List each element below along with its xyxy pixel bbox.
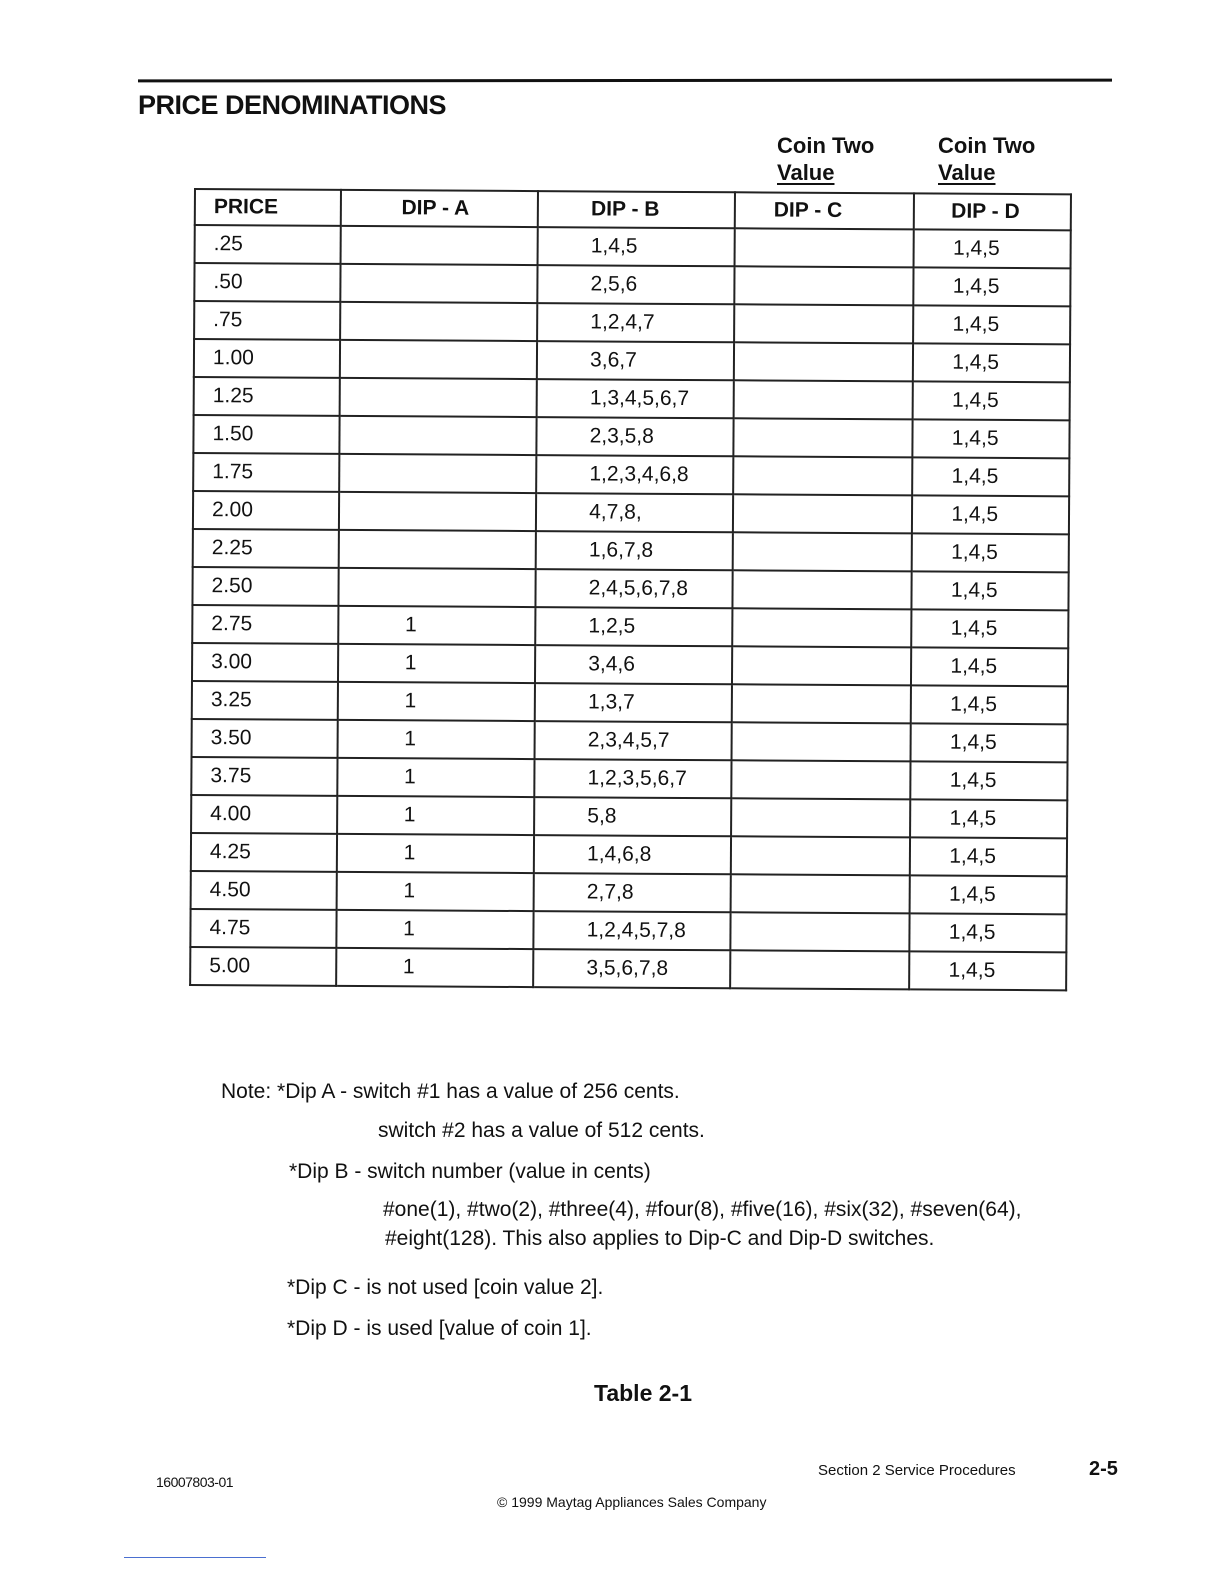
cell-dip-d: 1,4,5 — [912, 495, 1069, 534]
cell-price: .25 — [195, 225, 341, 264]
table-row — [193, 415, 1069, 458]
cell-dip-d: 1,4,5 — [911, 685, 1068, 724]
cell-price: 4.50 — [191, 871, 337, 910]
cell-price: 4.25 — [191, 833, 337, 872]
cell-dip-d: 1,4,5 — [912, 533, 1069, 572]
table-row — [192, 681, 1068, 724]
cell-dip-b: 1,2,4,7 — [537, 303, 734, 342]
column-header-dip-c: DIP - C — [735, 192, 915, 229]
coin-header-c-line1: Coin Two — [777, 133, 875, 158]
cell-dip-b: 1,4,5 — [538, 227, 735, 266]
cell-dip-d: 1,4,5 — [911, 761, 1068, 800]
cell-dip-c — [731, 798, 911, 837]
cell-price: 3.00 — [192, 643, 338, 682]
cell-dip-c — [734, 266, 914, 305]
cell-dip-a: 1 — [336, 834, 534, 873]
cell-price: 3.50 — [192, 719, 338, 758]
cell-price: 1.50 — [193, 415, 339, 454]
table-row — [193, 529, 1069, 572]
cell-price: 2.50 — [192, 567, 338, 606]
cell-dip-c — [731, 722, 911, 761]
footer-document-number: 16007803-01 — [156, 1474, 234, 1490]
cell-dip-b: 3,4,6 — [535, 645, 732, 684]
cell-dip-d: 1,4,5 — [910, 799, 1067, 838]
cell-dip-c — [733, 494, 913, 533]
cell-dip-d: 1,4,5 — [913, 343, 1070, 382]
table-row — [195, 225, 1071, 268]
cell-dip-d: 1,4,5 — [909, 951, 1066, 990]
cell-dip-b: 2,7,8 — [534, 873, 731, 912]
cell-dip-c — [730, 874, 910, 913]
cell-dip-d: 1,4,5 — [914, 229, 1071, 268]
cell-dip-c — [731, 836, 911, 875]
cell-dip-c — [733, 418, 913, 457]
table-row — [192, 605, 1068, 648]
cell-dip-a: 1 — [336, 910, 534, 949]
cell-price: 1.00 — [194, 339, 340, 378]
cell-dip-b: 4,7,8, — [536, 493, 733, 532]
cell-price: 2.25 — [193, 529, 339, 568]
cell-dip-d: 1,4,5 — [913, 305, 1070, 344]
cell-dip-d: 1,4,5 — [910, 913, 1067, 952]
cell-dip-c — [730, 912, 910, 951]
cell-dip-d: 1,4,5 — [911, 647, 1068, 686]
cell-dip-a: 1 — [336, 872, 534, 911]
cell-dip-d: 1,4,5 — [912, 571, 1069, 610]
cell-dip-a — [340, 302, 538, 341]
cell-dip-a — [340, 226, 538, 265]
note-dip-d: *Dip D - is used [value of coin 1]. — [287, 1317, 592, 1340]
cell-dip-b: 2,5,6 — [537, 265, 734, 304]
cell-price: 5.00 — [190, 947, 336, 986]
cell-dip-c — [734, 342, 914, 381]
cell-price: 2.00 — [193, 491, 339, 530]
cell-dip-d: 1,4,5 — [913, 419, 1070, 458]
coin-header-d-line1: Coin Two — [938, 133, 1036, 158]
cell-dip-b: 1,2,4,5,7,8 — [533, 911, 730, 950]
note-dip-b-values-cont: #eight(128). This also applies to Dip-C and Dip-D switches. — [385, 1227, 935, 1250]
cell-dip-c — [733, 532, 913, 571]
cell-dip-c — [732, 570, 912, 609]
table-row — [190, 909, 1066, 952]
table-row — [191, 833, 1067, 876]
note-dip-a-switch-2: switch #2 has a value of 512 cents. — [378, 1119, 705, 1142]
cell-dip-b: 3,6,7 — [537, 341, 734, 380]
cell-dip-a: 1 — [337, 720, 535, 759]
coin-two-value-header-c — [777, 132, 874, 186]
cell-dip-b: 1,2,5 — [535, 607, 732, 646]
cell-dip-a — [339, 416, 537, 455]
table-row — [190, 947, 1066, 990]
page-title: PRICE DENOMINATIONS — [138, 90, 447, 120]
cell-dip-a — [340, 340, 538, 379]
cell-dip-d: 1,4,5 — [914, 267, 1071, 306]
column-header-dip-b: DIP - B — [538, 191, 735, 228]
cell-dip-a: 1 — [336, 948, 534, 987]
cell-dip-a — [339, 492, 537, 531]
cell-dip-b: 1,3,7 — [535, 683, 732, 722]
cell-price: 4.00 — [191, 795, 337, 834]
cell-dip-b: 1,2,3,4,6,8 — [536, 455, 733, 494]
table-row — [191, 871, 1067, 914]
cell-price: 4.75 — [190, 909, 336, 948]
top-rule — [138, 79, 1112, 83]
table-row — [194, 377, 1070, 420]
table-row — [192, 719, 1068, 762]
cell-dip-d: 1,4,5 — [910, 837, 1067, 876]
cell-dip-a: 1 — [337, 758, 535, 797]
note-dip-c: *Dip C - is not used [coin value 2]. — [287, 1276, 604, 1299]
footer-page-number: 2-5 — [1089, 1458, 1118, 1480]
cell-dip-b: 2,3,4,5,7 — [535, 721, 732, 760]
cell-dip-c — [732, 608, 912, 647]
cell-dip-c — [732, 684, 912, 723]
cell-dip-c — [730, 950, 910, 989]
table-row — [191, 757, 1067, 800]
note-dip-a-switch-1: Note: *Dip A - switch #1 has a value of 256 cents. — [221, 1080, 680, 1103]
table-row — [194, 263, 1070, 306]
table-row — [192, 567, 1068, 610]
table-body — [190, 225, 1071, 990]
table-row — [192, 643, 1068, 686]
cell-dip-b: 1,2,3,5,6,7 — [534, 759, 731, 798]
footer-section-title: Section 2 Service Procedures — [818, 1462, 1016, 1479]
column-header-dip-d: DIP - D — [914, 193, 1071, 230]
cell-price: 3.25 — [192, 681, 338, 720]
cell-dip-b: 2,4,5,6,7,8 — [536, 569, 733, 608]
column-header-dip-a: DIP - A — [340, 190, 538, 227]
cell-dip-a: 1 — [338, 606, 536, 645]
cell-dip-c — [732, 646, 912, 685]
cell-dip-d: 1,4,5 — [912, 609, 1069, 648]
cell-dip-a — [339, 454, 537, 493]
cell-dip-b: 2,3,5,8 — [537, 417, 734, 456]
cell-dip-d: 1,4,5 — [913, 381, 1070, 420]
column-header-price: PRICE — [195, 189, 341, 226]
cell-dip-d: 1,4,5 — [911, 723, 1068, 762]
cell-dip-b: 1,6,7,8 — [536, 531, 733, 570]
note-dip-b: *Dip B - switch number (value in cents) — [289, 1160, 651, 1183]
cell-price: .75 — [194, 301, 340, 340]
coin-header-c-line2: Value — [777, 160, 835, 185]
table-caption: Table 2-1 — [594, 1380, 692, 1406]
coin-header-d-line2: Value — [938, 160, 996, 185]
coin-two-value-header-d — [938, 132, 1035, 186]
table-row — [193, 453, 1069, 496]
table-row — [191, 795, 1067, 838]
cell-dip-a: 1 — [337, 796, 535, 835]
cell-dip-c — [734, 228, 914, 267]
footer-copyright: © 1999 Maytag Appliances Sales Company — [497, 1494, 767, 1510]
cell-dip-a — [338, 530, 536, 569]
cell-dip-a — [340, 264, 538, 303]
cell-dip-d: 1,4,5 — [910, 875, 1067, 914]
cell-dip-c — [733, 456, 913, 495]
cell-price: .50 — [194, 263, 340, 302]
cell-dip-b: 1,3,4,5,6,7 — [537, 379, 734, 418]
cell-dip-b: 5,8 — [534, 797, 731, 836]
cell-price: 1.75 — [193, 453, 339, 492]
note-dip-b-values: #one(1), #two(2), #three(4), #four(8), #five(16), #six(32), #seven(64), — [383, 1198, 1022, 1221]
cell-price: 3.75 — [191, 757, 337, 796]
cell-dip-a — [339, 378, 537, 417]
cell-dip-b: 1,4,6,8 — [534, 835, 731, 874]
cell-dip-b: 3,5,6,7,8 — [533, 949, 730, 988]
cell-dip-a: 1 — [338, 644, 536, 683]
table-row — [194, 301, 1070, 344]
table-row — [194, 339, 1070, 382]
cell-dip-c — [731, 760, 911, 799]
bottom-blue-line — [124, 1557, 266, 1558]
table-header-row — [195, 189, 1071, 230]
cell-price: 1.25 — [194, 377, 340, 416]
cell-dip-c — [734, 304, 914, 343]
cell-dip-a: 1 — [337, 682, 535, 721]
cell-dip-d: 1,4,5 — [912, 457, 1069, 496]
table-row — [193, 491, 1069, 534]
cell-dip-c — [734, 380, 914, 419]
cell-price: 2.75 — [192, 605, 338, 644]
price-denomination-table — [189, 188, 1072, 991]
cell-dip-a — [338, 568, 536, 607]
